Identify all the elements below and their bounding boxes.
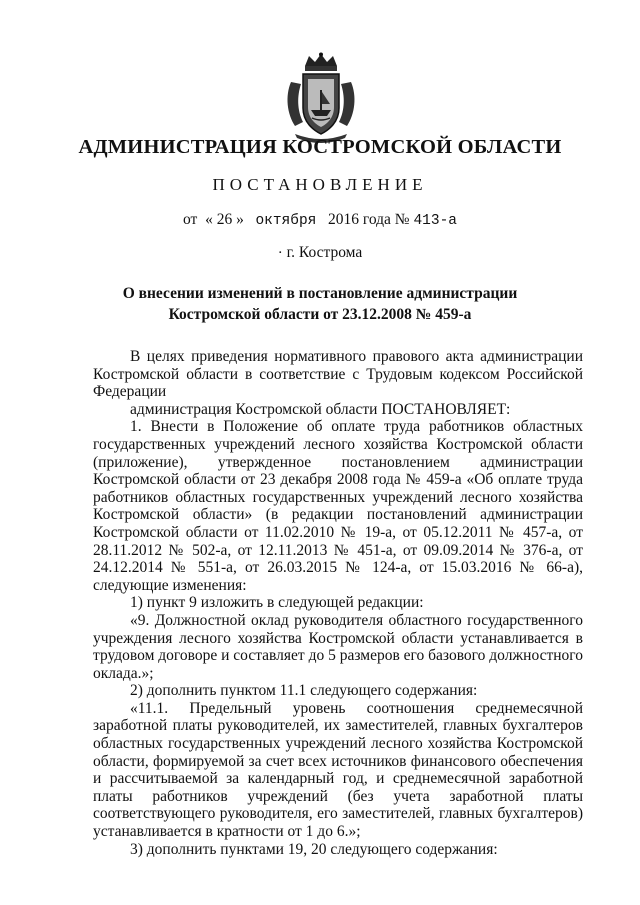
document-type: ПОСТАНОВЛЕНИЕ — [212, 175, 428, 194]
body-paragraph: 3) дополнить пунктами 19, 20 следующего содержания: — [130, 840, 498, 858]
body-paragraph: 1. Внести в Положение об оплате труда работников областных государственных учреждений лесного хозяйства Костромской области (приложение), утвержденное постановлением администрации Костромской области от 23 декабря 2008 года № 459-а «Об оплате труда работников областных государственных учреждений лесного хозяйства Костромской области» (в редакции постановлений администрации Костромской области от 11.02.2010 № 19-а, от 05.12.2011 № 457-а, от 28.11.2012 № 502-а, от 12.11.2013 № 451-а, от 09.09.2014 № 376-а, от 24.12.2014 № 551-а, от 26.03.2015 № 124-а, от 15.03.2016 № 66-а), следующие изменения: — [93, 418, 583, 594]
body-paragraph: «11.1. Предельный уровень соотношения среднемесячной заработной платы руководителей, их заместителей, главных бухгалтеров областных государственных учреждений лесного хозяйства Костромской области, формируемой за счет всех источников финансового обеспечения и рассчитываемой за календарный год, и среднемесячной заработной платы работников учреждений (без учета заработной платы соответствующего руководителя, его заместителей, главных бухгалтеров) устанавливается в кратности от 1 до 6.»; — [93, 699, 583, 841]
body-paragraph: администрация Костромской области ПОСТАНОВЛЯЕТ: — [130, 400, 511, 418]
organization-title: АДМИНИСТРАЦИЯ КОСТРОМСКОЙ ОБЛАСТИ — [78, 136, 562, 158]
document-subject — [0, 283, 640, 325]
body-paragraph: В целях приведения нормативного правового акта администрации Костромской области в соответствие с Трудовым кодексом Российской Федерации — [93, 348, 583, 401]
body-paragraph: 2) дополнить пунктом 11.1 следующего содержания: — [130, 682, 478, 700]
city-name: г. Кострома — [286, 244, 363, 261]
date-line — [0, 211, 640, 229]
date-month: октября — [255, 213, 317, 229]
margin-mark: · — [277, 245, 283, 261]
document-number: 413-а — [413, 213, 457, 229]
date-day: « 26 » — [205, 211, 244, 228]
subject-line-1: О внесении изменений в постановление администрации — [122, 285, 518, 302]
subject-line-2: Костромской области от 23.12.2008 № 459-а — [168, 306, 472, 323]
coat-of-arms-icon — [283, 52, 359, 144]
date-year: 2016 года № — [328, 211, 410, 228]
body-paragraph: «9. Должностной оклад руководителя областного государственного учреждения лесного хозяйства Костромской области устанавливается в трудовом договоре и составляет до 5 размеров его базового должностного оклада.»; — [93, 611, 583, 682]
document-body — [93, 348, 583, 858]
date-prefix: от — [183, 211, 198, 228]
body-paragraph: 1) пункт 9 изложить в следующей редакции: — [130, 594, 424, 612]
city-line — [0, 244, 640, 262]
